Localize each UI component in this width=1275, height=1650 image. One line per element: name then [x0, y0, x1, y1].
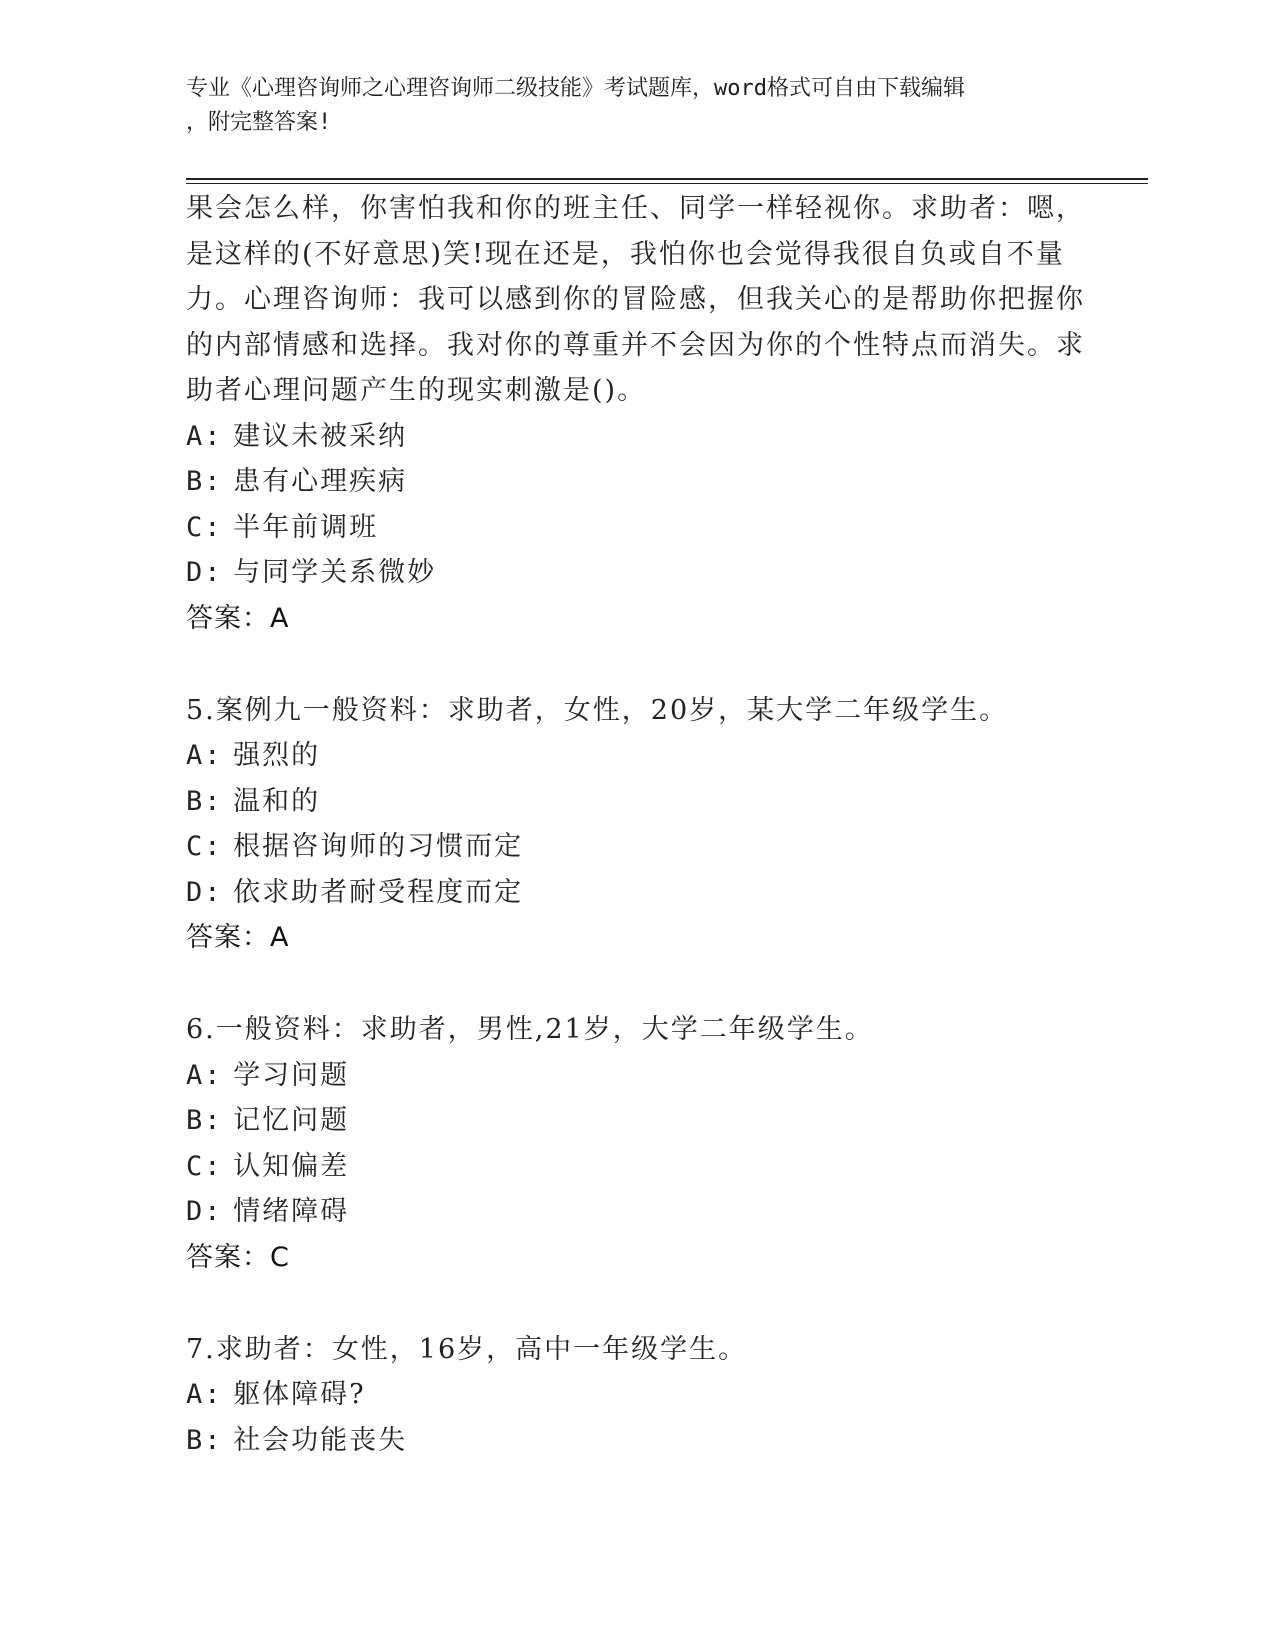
option-letter: D:: [186, 557, 223, 588]
question-6-option-c: [186, 1144, 1086, 1190]
question-7-option-a: [186, 1372, 1086, 1418]
option-letter: A:: [186, 1379, 223, 1410]
question-7-option-b: [186, 1418, 1086, 1464]
question-5-answer: 答案：A: [186, 922, 290, 953]
question-5-option-b: [186, 779, 1086, 825]
question-6-title: 6.一般资料：求助者，男性,21岁，大学二年级学生。: [186, 1014, 874, 1045]
question-5-option-d: [186, 870, 1086, 916]
option-letter: B:: [186, 1424, 223, 1456]
option-text: 情绪障碍: [233, 1196, 350, 1227]
question-6-option-a: [186, 1053, 1086, 1099]
question-7-title: 7.求助者：女性，16岁，高中一年级学生。: [186, 1333, 748, 1365]
option-letter: D:: [186, 1196, 223, 1227]
option-letter: C:: [186, 511, 223, 543]
question-6-answer: 答案：C: [186, 1241, 290, 1273]
option-text: 社会功能丧失: [233, 1424, 408, 1456]
question-4-option-a: [186, 414, 1086, 460]
header-rule-thick: [186, 178, 1148, 180]
question-5-option-c: [186, 824, 1086, 870]
question-6-option-b: [186, 1098, 1086, 1144]
option-text: 躯体障碍?: [233, 1379, 366, 1410]
option-text: 学习问题: [233, 1059, 350, 1091]
header-line-1: 专业《心理咨询师之心理咨询师二级技能》考试题库，word格式可自由下载编辑: [186, 76, 965, 101]
option-letter: A:: [186, 420, 223, 452]
question-4-option-c: [186, 505, 1086, 551]
option-letter: B:: [186, 466, 223, 497]
option-letter: A:: [186, 740, 223, 771]
option-letter: A:: [186, 1059, 223, 1091]
option-letter: B:: [186, 1105, 223, 1136]
option-text: 温和的: [233, 785, 321, 817]
question-4-option-b: [186, 459, 1086, 505]
option-text: 建议未被采纳: [233, 420, 408, 452]
option-text: 半年前调班: [233, 511, 379, 543]
option-text: 根据咨询师的习惯而定: [233, 831, 524, 862]
question-4-text: 果会怎么样，你害怕我和你的班主任、同学一样轻视你。求助者：嗯，是这样的(不好意思)笑!现在还是，我怕你也会觉得我很自负或自不量力。心理咨询师：我可以感到你的冒险感，但我关心的是帮助你把握你的内部情感和选择。我对你的尊重并不会因为你的个性特点而消失。求助者心理问题产生的现实刺激是()。: [186, 193, 1085, 406]
option-text: 患有心理疾病: [233, 466, 408, 497]
question-5-option-a: [186, 733, 1086, 779]
option-letter: D:: [186, 876, 223, 908]
header-rule-thin: [186, 183, 1148, 184]
option-letter: C:: [186, 831, 223, 862]
option-text: 强烈的: [233, 740, 321, 771]
option-letter: C:: [186, 1150, 223, 1182]
option-text: 依求助者耐受程度而定: [233, 876, 524, 908]
option-letter: B:: [186, 785, 223, 817]
question-5-title: 5.案例九一般资料：求助者，女性，20岁，某大学二年级学生。: [186, 694, 1009, 726]
document-header: [186, 72, 1066, 140]
question-4-answer: 答案：A: [186, 602, 290, 634]
question-4-option-d: [186, 550, 1086, 596]
document-body: [186, 186, 1086, 1463]
header-line-2: ，附完整答案!: [186, 110, 332, 135]
question-6-option-d: [186, 1189, 1086, 1235]
option-text: 与同学关系微妙: [233, 557, 437, 588]
option-text: 认知偏差: [233, 1150, 350, 1182]
option-text: 记忆问题: [233, 1105, 350, 1136]
